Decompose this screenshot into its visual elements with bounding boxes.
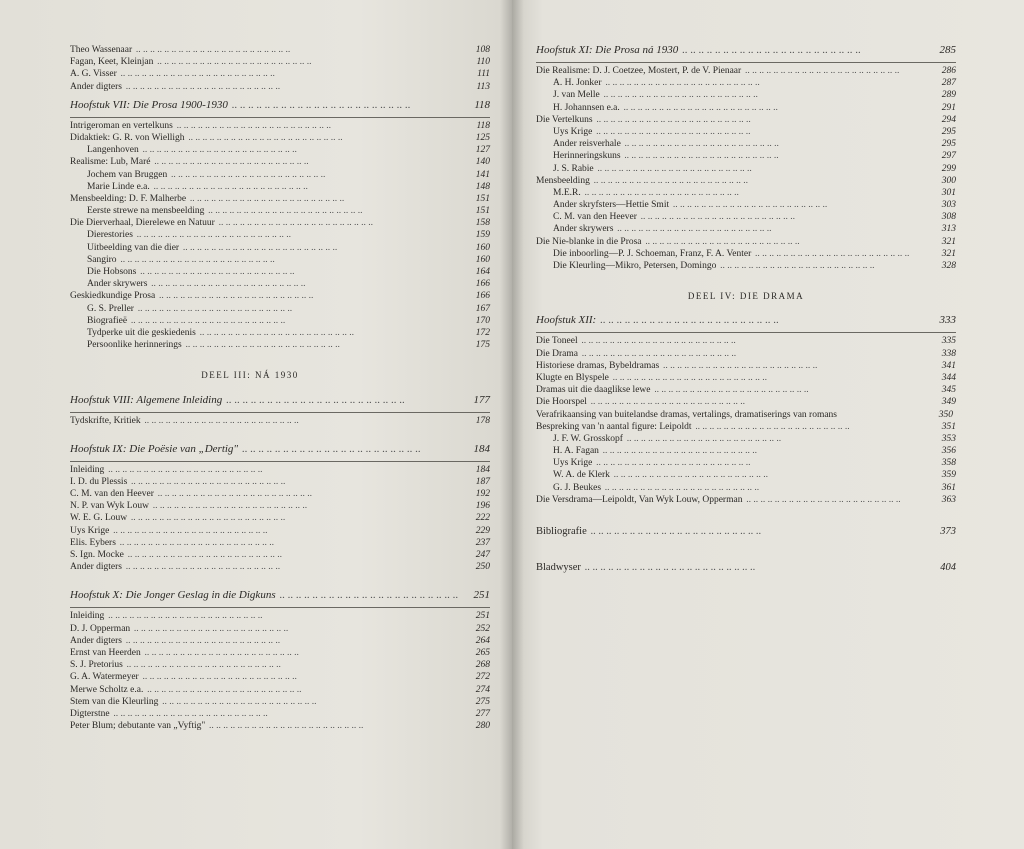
bibliography-entry: Bibliografie .. 373: [536, 526, 956, 540]
toc-entry: Bespreking van 'n aantal figure: Leipoldt .. 351: [536, 421, 956, 433]
toc-entry: A. H. Jonker .. 287: [536, 77, 956, 89]
toc-entry: Ander digters .. 113: [70, 81, 490, 93]
toc-entry: C. M. van den Heever .. 308: [536, 211, 956, 223]
chapter-heading-viii: Hoofstuk VIII: Algemene Inleiding .. 177: [70, 394, 490, 408]
toc-entry: Realisme: Lub, Maré .. 140: [70, 156, 490, 168]
right-page: [512, 0, 1024, 849]
toc-entry: D. J. Opperman .. 252: [70, 623, 490, 635]
toc-entry: Die Hobsons .. 164: [70, 266, 490, 278]
toc-entry: Die Realisme: D. J. Coetzee, Mostert, P. de V. Pienaar .. 286: [536, 65, 956, 77]
toc-entry: Dramas uit die daaglikse lewe .. 345: [536, 384, 956, 396]
toc-entry: Uys Krige .. 295: [536, 126, 956, 138]
toc-entry: Uys Krige .. 229: [70, 525, 490, 537]
toc-entry: S. Ign. Mocke .. 247: [70, 549, 490, 561]
toc-entry: Die Vertelkuns .. 294: [536, 114, 956, 126]
toc-entry: Digterstne .. 277: [70, 708, 490, 720]
chapter-xii-entries: [536, 335, 956, 506]
toc-entry: Stem van die Kleurling .. 275: [70, 696, 490, 708]
toc-entry: Eerste strewe na mensbeelding .. 151: [70, 205, 490, 217]
divider: [70, 117, 490, 118]
toc-entry: I. D. du Plessis .. 187: [70, 476, 490, 488]
divider: [70, 607, 490, 608]
toc-entry: Die Kleurling—Mikro, Petersen, Domingo .. 328: [536, 260, 956, 272]
divider: [70, 461, 490, 462]
left-toc: [70, 44, 490, 732]
divider: [536, 62, 956, 63]
toc-entry: J. van Melle .. 289: [536, 89, 956, 101]
toc-entry: Tydperke uit die geskiedenis .. 172: [70, 327, 490, 339]
toc-entry: G. S. Preller .. 167: [70, 303, 490, 315]
toc-entry-wrapped: Verafrikaansing van buitelandse dramas, vertalings, dramatiserings van romans 350: [536, 409, 953, 420]
toc-entry: Jochem van Bruggen .. 141: [70, 169, 490, 181]
toc-entry: Mensbeelding .. 300: [536, 175, 956, 187]
toc-entry: Geskiedkundige Prosa .. 166: [70, 290, 490, 302]
toc-entry: Merwe Scholtz e.a. .. 274: [70, 684, 490, 696]
toc-entry: Tydskrifte, Kritiek .. 178: [70, 415, 490, 427]
toc-entry: Theo Wassenaar .. 108: [70, 44, 490, 56]
toc-entry: Marie Linde e.a. .. 148: [70, 181, 490, 193]
toc-entry: Die Dierverhaal, Dierelewe en Natuur .. 158: [70, 217, 490, 229]
toc-entry: Ernst van Heerden .. 265: [70, 647, 490, 659]
toc-entry: C. M. van den Heever .. 192: [70, 488, 490, 500]
toc-entry: Historiese dramas, Bybeldramas .. 341: [536, 360, 956, 372]
toc-entry: Die Hoorspel .. 349: [536, 396, 956, 408]
toc-entry: Ander skryfsters—Hettie Smit .. 303: [536, 199, 956, 211]
toc-entry: W. A. de Klerk .. 359: [536, 469, 956, 481]
toc-entry: Inleiding .. 184: [70, 464, 490, 476]
toc-entry: G. A. Watermeyer .. 272: [70, 671, 490, 683]
toc-entry: Persoonlike herinnerings .. 175: [70, 339, 490, 351]
part-heading-iv: DEEL IV: DIE DRAMA: [687, 291, 805, 302]
top-entries: [70, 44, 490, 93]
toc-entry: Dierestories .. 159: [70, 229, 490, 241]
toc-entry: Ander reisverhale .. 295: [536, 138, 956, 150]
toc-entry: Die inboorling—P. J. Schoeman, Franz, F. A. Venter .. 321: [536, 248, 956, 260]
divider: [536, 332, 956, 333]
toc-entry: H. A. Fagan .. 356: [536, 445, 956, 457]
toc-entry: Herinneringskuns .. 297: [536, 150, 956, 162]
part-heading-iii: DEEL III: NÁ 1930: [201, 370, 299, 381]
toc-entry: J. F. W. Grosskopf .. 353: [536, 433, 956, 445]
toc-entry: Klugte en Blyspele .. 344: [536, 372, 956, 384]
toc-entry: Ander digters .. 264: [70, 635, 490, 647]
toc-entry: Biografieë .. 170: [70, 315, 490, 327]
toc-entry: Sangiro .. 160: [70, 254, 490, 266]
toc-entry: Mensbeelding: D. F. Malherbe .. 151: [70, 193, 490, 205]
toc-entry: Uitbeelding van die dier .. 160: [70, 242, 490, 254]
chapter-xi-entries: [536, 65, 956, 272]
right-toc: [536, 44, 956, 580]
toc-entry: Ander digters .. 250: [70, 561, 490, 573]
toc-entry: S. J. Pretorius .. 268: [70, 659, 490, 671]
toc-entry: Uys Krige .. 358: [536, 457, 956, 469]
toc-entry: G. J. Beukes .. 361: [536, 482, 956, 494]
chapter-heading-ix: Hoofstuk IX: Die Poësie van „Dertig" .. 184: [70, 443, 490, 457]
toc-entry: Die Toneel .. 335: [536, 335, 956, 347]
index-entry: Bladwyser .. 404: [536, 562, 956, 576]
toc-entry: Intrigeroman en vertelkuns .. 118: [70, 120, 490, 132]
toc-entry: Peter Blum; debutante van „Vyftig" .. 280: [70, 720, 490, 732]
toc-entry: Inleiding .. 251: [70, 610, 490, 622]
chapter-heading-xi: Hoofstuk XI: Die Prosa ná 1930 .. 285: [536, 44, 956, 58]
toc-entry: Langenhoven .. 127: [70, 144, 490, 156]
divider: [70, 412, 490, 413]
toc-entry: Die Drama .. 338: [536, 348, 956, 360]
toc-entry: Ander skrywers .. 166: [70, 278, 490, 290]
toc-entry: A. G. Visser .. 111: [70, 68, 490, 80]
toc-entry: Die Nie-blanke in die Prosa .. 321: [536, 236, 956, 248]
toc-entry: Fagan, Keet, Kleinjan .. 110: [70, 56, 490, 68]
chapter-x-entries: [70, 610, 490, 732]
toc-entry: Die Versdrama—Leipoldt, Van Wyk Louw, Opperman .. 363: [536, 494, 956, 506]
toc-entry: H. Johannsen e.a. .. 291: [536, 102, 956, 114]
toc-entry: Ander skrywers .. 313: [536, 223, 956, 235]
chapter-vii-entries: [70, 120, 490, 352]
chapter-heading-x: Hoofstuk X: Die Jonger Geslag in die Digkuns .. 251: [70, 589, 490, 603]
toc-entry: Didaktiek: G. R. von Wielligh .. 125: [70, 132, 490, 144]
toc-entry: Elis. Eybers .. 237: [70, 537, 490, 549]
chapter-ix-entries: [70, 464, 490, 574]
chapter-heading-xii: Hoofstuk XII: .. 333: [536, 314, 956, 328]
toc-entry: N. P. van Wyk Louw .. 196: [70, 500, 490, 512]
toc-entry: W. E. G. Louw .. 222: [70, 512, 490, 524]
toc-entry: M.E.R. .. 301: [536, 187, 956, 199]
chapter-heading-vii: Hoofstuk VII: Die Prosa 1900-1930 .. 118: [70, 99, 490, 113]
toc-entry: J. S. Rabie .. 299: [536, 163, 956, 175]
